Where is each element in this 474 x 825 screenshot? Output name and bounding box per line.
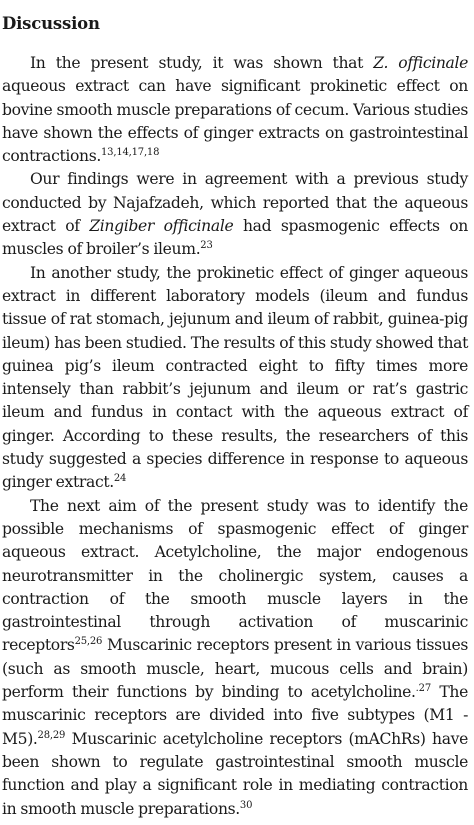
citation-ref: .27	[415, 683, 431, 695]
italic-term: Zingiber officinale	[89, 217, 234, 236]
section-heading: Discussion	[2, 14, 100, 33]
paragraph-2	[2, 168, 468, 261]
text-run: The muscarinic receptors are divided into five subtypes (M1 - M5).	[2, 683, 468, 748]
text-run: The next aim of the present study was to identify the possible mechanisms of spasmogenic effect of ginger aqueous extract. Acetylcholine, the major endogenous neurotransmitter in the cholinergic system, causes a contraction of the smooth muscle layers in the gastrointestinal through activation of muscarinic receptors	[2, 496, 468, 655]
paragraph-4	[2, 495, 468, 821]
paragraph-3	[2, 262, 468, 495]
citation-ref: 13,14,17,18	[101, 147, 160, 159]
text-run: In the present study, it was shown that	[30, 54, 374, 72]
section-body	[2, 52, 468, 821]
text-run: Our findings were in agreement with a previous study conducted by Najafzadeh, which reported that the aqueous extract of	[2, 170, 468, 236]
citation-ref: 24	[113, 473, 127, 485]
text-run: In another study, the prokinetic effect of ginger aqueous extract in different laboratory models (ileum and fundus tissue of rat stomach, jejunum and ileum of rabbit, guinea-pig ileum) has been studied. The results of this study showed that guinea pig’s ileum contracted eight to fifty times more intensely than rabbit’s jejunum and ileum or rat’s gastric ileum and fundus in contact with the aqueous extract of ginger. According to these results, the researchers of this study suggested a species difference in response to aqueous ginger extract.	[2, 263, 468, 492]
text-run: aqueous extract can have significant prokinetic effect on bovine smooth muscle preparations of cecum. Various studies have shown the effects of ginger extracts on gastrointestinal contractions.	[2, 77, 468, 166]
citation-ref: 28,29	[37, 729, 66, 741]
paragraph-1	[2, 52, 468, 168]
citation-ref: 25,26	[74, 636, 103, 648]
text-run: had spasmogenic effects on muscles of broiler’s ileum.	[2, 217, 468, 259]
text-run: Muscarinic acetylcholine receptors (mAChRs) have been shown to regulate gastrointestinal smooth muscle function and play a significant role in mediating contraction in smooth muscle preparations.	[2, 729, 468, 818]
citation-ref: 30	[239, 799, 253, 811]
italic-term: Z. officinale	[373, 54, 469, 72]
citation-ref: 23	[200, 240, 213, 252]
text-run: Muscarinic receptors present in various tissues (such as smooth muscle, heart, mucous cells and brain) perform their functions by binding to acetylcholine.	[2, 636, 468, 702]
